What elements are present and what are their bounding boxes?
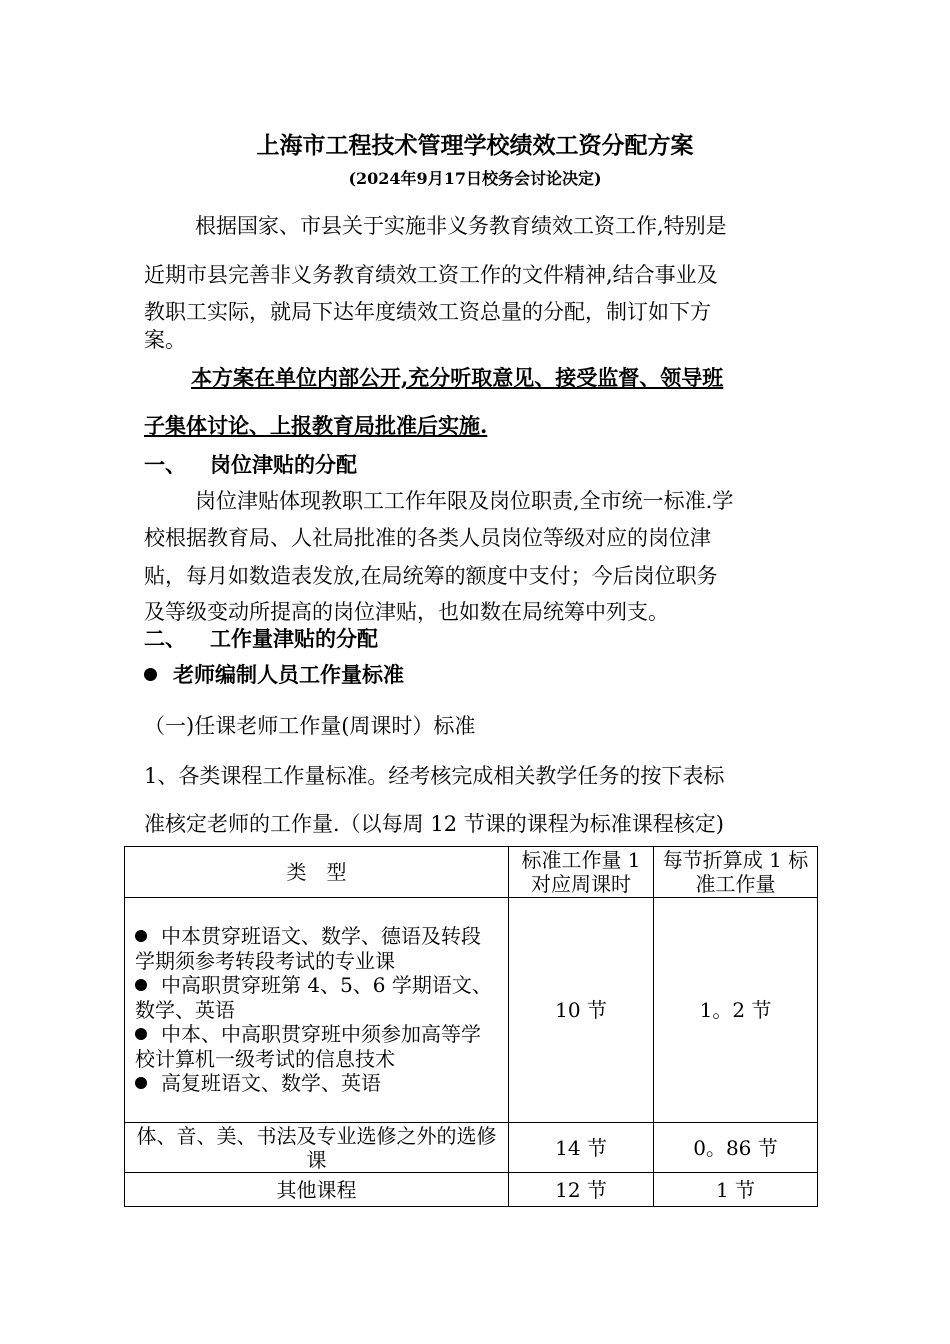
section2-item1-line-2: 准核定老师的工作量.（以每周 12 节课的课程为标准课程核定) <box>144 812 724 836</box>
list-item: 中本、中高职贯穿班中须参加高等学校计算机一级考试的信息技术 <box>135 1022 481 1071</box>
section1-line-4: 及等级变动所提高的岗位津贴，也如数在局统筹中列支。 <box>144 600 669 624</box>
section1-title: 岗位津贴的分配 <box>210 452 357 477</box>
section1-heading <box>144 449 357 479</box>
section1-number: 一、 <box>144 452 186 477</box>
intro-line-3: 教职工实际，就局下达年度绩效工资总量的分配，制订如下方 <box>144 300 711 324</box>
bullet-icon <box>135 979 147 991</box>
section1-line-1: 岗位津贴体现教职工工作年限及岗位职责,全市统一标准.学 <box>195 489 734 513</box>
section2-title: 工作量津贴的分配 <box>210 626 378 651</box>
row1-hours: 10 节 <box>509 898 654 1123</box>
row3-type: 其他课程 <box>125 1173 509 1207</box>
bullet-icon <box>135 1077 147 1089</box>
row3-hours: 12 节 <box>509 1173 654 1207</box>
section2-number: 二、 <box>144 626 186 651</box>
workload-table <box>124 846 818 1207</box>
list-item: 中本贯穿班语文、数学、德语及转段学期须参考转段考试的专业课 <box>135 924 481 973</box>
row1-type-cell <box>125 898 509 1123</box>
section2-subheading: （一)任课老师工作量(周课时）标准 <box>144 714 476 738</box>
row1-factor: 1。2 节 <box>654 898 818 1123</box>
list-item: 高复班语文、数学、英语 <box>135 1071 498 1096</box>
header-hours: 标准工作量 1 对应周课时 <box>509 847 654 898</box>
section1-line-3: 贴，每月如数造表发放,在局统筹的额度中支付；今后岗位职务 <box>144 564 718 588</box>
section2-bullet <box>144 659 404 689</box>
document-subtitle: (2024年9月17日校务会讨论决定) <box>348 169 602 188</box>
header-factor: 每节折算成 1 标准工作量 <box>654 847 818 898</box>
section2-heading <box>144 623 378 653</box>
bullet-icon <box>135 1028 147 1040</box>
list-item: 中高职贯穿班第 4、5、6 学期语文、数学、英语 <box>135 973 492 1022</box>
section1-line-2: 校根据教育局、人社局批准的各类人员岗位等级对应的岗位津 <box>144 526 711 550</box>
bullet-icon <box>144 668 157 681</box>
row3-factor: 1 节 <box>654 1173 818 1207</box>
section2-bullet-text: 老师编制人员工作量标准 <box>173 662 404 687</box>
bullet-icon <box>135 930 147 942</box>
table-row <box>125 1123 818 1173</box>
intro-line-4: 案。 <box>144 328 186 352</box>
row2-hours: 14 节 <box>509 1123 654 1173</box>
table-row <box>125 1173 818 1207</box>
row2-factor: 0。86 节 <box>654 1123 818 1173</box>
table-row <box>125 898 818 1123</box>
document-title: 上海市工程技术管理学校绩效工资分配方案 <box>256 132 694 159</box>
header-type: 类 型 <box>125 847 509 898</box>
table-header-row <box>125 847 818 898</box>
notice-line-1: 本方案在单位内部公开,充分听取意见、接受监督、领导班 <box>191 365 724 390</box>
row2-type: 体、音、美、书法及专业选修之外的选修课 <box>125 1123 509 1173</box>
section2-item1-line-1: 1、各类课程工作量标准。经考核完成相关教学任务的按下表标 <box>144 764 725 788</box>
notice-line-2: 子集体讨论、上报教育局批准后实施. <box>144 413 488 438</box>
intro-line-1: 根据国家、市县关于实施非义务教育绩效工资工作,特别是 <box>195 214 727 238</box>
intro-line-2: 近期市县完善非义务教育绩效工资工作的文件精神,结合事业及 <box>144 263 718 287</box>
